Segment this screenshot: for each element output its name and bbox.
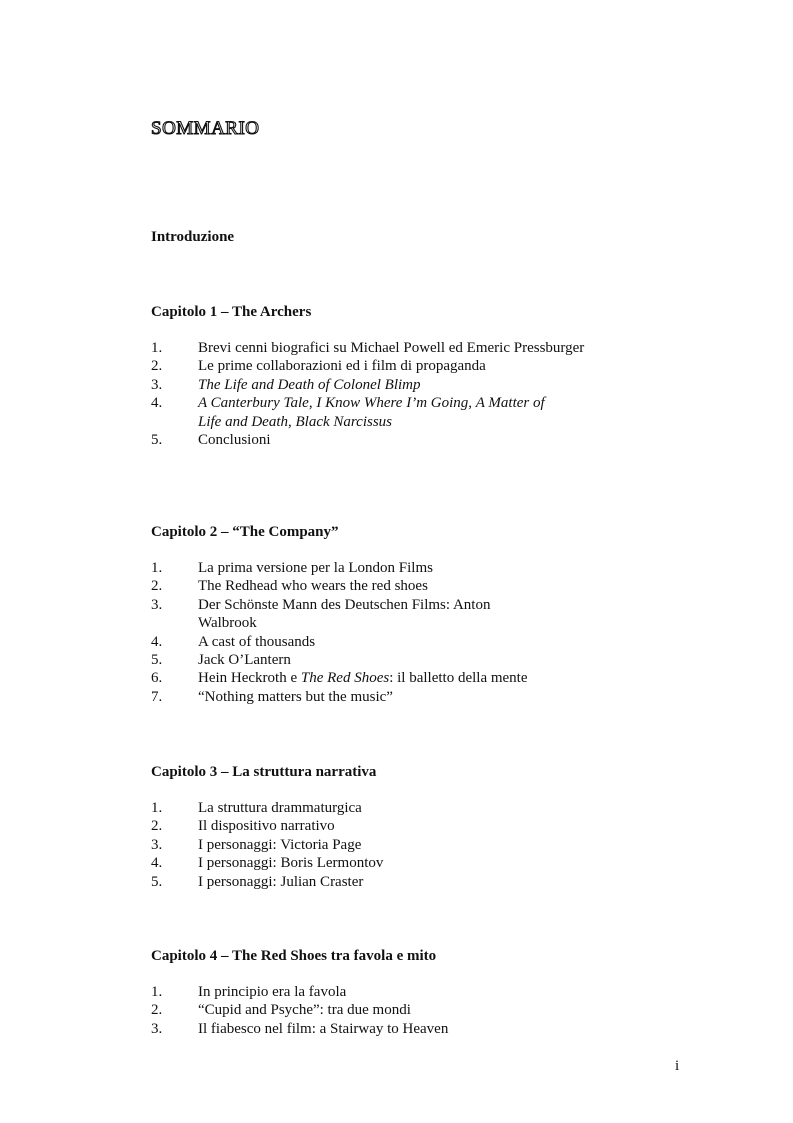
toc-item-text xyxy=(198,357,591,375)
toc-item-text xyxy=(198,669,591,687)
toc-item-number: 4. xyxy=(151,855,163,872)
toc-item-text xyxy=(198,633,591,651)
toc-item xyxy=(151,357,591,375)
chapter-title: Capitolo 3 – La struttura narrativa xyxy=(151,764,377,780)
chapter-list xyxy=(151,983,591,1038)
toc-item-number: 2. xyxy=(151,818,163,835)
toc-item-text xyxy=(198,817,591,835)
toc-item xyxy=(151,651,591,669)
toc-text-part: Hein Heckroth e xyxy=(198,670,301,687)
toc-item-number: 1. xyxy=(151,984,163,1000)
page-number: i xyxy=(675,1058,680,1074)
toc-text-part: La struttura drammaturgica xyxy=(198,800,362,816)
toc-text-part: Il dispositivo narrativo xyxy=(198,818,335,835)
toc-item-text xyxy=(198,983,591,1001)
toc-item xyxy=(151,983,591,1001)
toc-item-text xyxy=(198,873,591,891)
toc-item-text xyxy=(198,394,591,431)
toc-item-number: 4. xyxy=(151,633,163,650)
toc-item-number: 3. xyxy=(151,596,163,613)
toc-item-text xyxy=(198,577,591,595)
toc-item-number: 6. xyxy=(151,670,163,687)
toc-item xyxy=(151,596,591,633)
toc-item-number: 2. xyxy=(151,1002,163,1019)
toc-text-part: Il fiabesco nel film: a Stairway to Heaven xyxy=(198,1020,449,1037)
toc-item-number: 1. xyxy=(151,800,163,816)
chapter-list xyxy=(151,799,591,891)
toc-item-number: 3. xyxy=(151,1020,163,1037)
toc-item-number: 1. xyxy=(151,340,163,356)
italic-title: The Red Shoes xyxy=(300,670,390,687)
toc-item xyxy=(151,577,591,595)
toc-item-text xyxy=(198,376,591,394)
toc-text-part: Le prime collaborazioni ed i film di propaganda xyxy=(198,358,486,375)
chapter-1 xyxy=(151,303,591,449)
toc-text-part: I personaggi: Boris Lermontov xyxy=(198,855,384,872)
toc-item-text xyxy=(198,651,591,669)
toc-text-part: Walbrook xyxy=(198,615,257,632)
italic-title: A Matter of xyxy=(475,395,545,412)
toc-item xyxy=(151,1020,591,1038)
toc-item xyxy=(151,836,591,854)
italic-title: Life and Death xyxy=(198,413,288,430)
toc-text-part: , xyxy=(308,395,317,412)
toc-item-number: 4. xyxy=(151,395,163,412)
toc-item xyxy=(151,817,591,835)
toc-item-number: 2. xyxy=(151,578,163,595)
toc-item-text xyxy=(198,431,591,449)
chapter-title: Capitolo 4 – The Red Shoes tra favola e mito xyxy=(151,948,437,964)
chapter-list xyxy=(151,339,591,449)
toc-item xyxy=(151,873,591,891)
toc-text-part: : il balletto della mente xyxy=(389,670,528,687)
chapter-3 xyxy=(151,763,591,891)
toc-text-part: A cast of thousands xyxy=(198,633,316,650)
toc-item-number: 7. xyxy=(151,688,163,705)
chapter-2 xyxy=(151,523,591,706)
toc-item-text xyxy=(198,854,591,872)
toc-text-part: , xyxy=(468,395,476,412)
toc-item xyxy=(151,688,591,706)
toc-item-text xyxy=(198,836,591,854)
toc-text-part: I personaggi: Julian Craster xyxy=(198,873,364,890)
italic-title: Black Narcissus xyxy=(295,413,393,430)
toc-item-number: 5. xyxy=(151,873,163,890)
toc-item-number: 3. xyxy=(151,836,163,853)
chapter-title: Capitolo 1 – The Archers xyxy=(151,304,312,320)
toc-item xyxy=(151,799,591,817)
toc-item-text xyxy=(198,1001,591,1019)
chapter-4 xyxy=(151,947,591,1038)
toc-item xyxy=(151,394,591,431)
toc-item xyxy=(151,854,591,872)
toc-text-part: Conclusioni xyxy=(198,432,271,449)
toc-text-part: “Cupid and Psyche”: tra due mondi xyxy=(198,1002,411,1019)
toc-item xyxy=(151,376,591,394)
toc-item-number: 1. xyxy=(151,560,163,576)
toc-text-part: La prima versione per la London Films xyxy=(198,560,433,576)
toc-text-part: Brevi cenni biografici su Michael Powell ed Emeric Pressburger xyxy=(198,340,585,356)
toc-item-number: 5. xyxy=(151,432,163,449)
toc-item-number: 2. xyxy=(151,358,163,375)
toc-item xyxy=(151,1001,591,1019)
toc-text-part: In principio era la favola xyxy=(198,984,347,1000)
toc-item-number: 3. xyxy=(151,376,163,393)
toc-item xyxy=(151,431,591,449)
chapter-title: Capitolo 2 – “The Company” xyxy=(151,524,339,540)
toc-item-text xyxy=(198,688,591,706)
introduction-heading: Introduzione xyxy=(151,229,235,245)
toc-text-part: Der Schönste Mann des Deutschen Films: Anton xyxy=(198,596,491,613)
toc-text-part: Jack O’Lantern xyxy=(198,652,291,669)
italic-title: A Canterbury Tale xyxy=(198,395,309,412)
italic-title: I Know Where I’m Going xyxy=(316,395,469,412)
toc-text-part: , xyxy=(288,413,296,430)
chapter-list xyxy=(151,559,591,706)
toc-item xyxy=(151,669,591,687)
toc-item-text xyxy=(198,559,591,577)
toc-text-part: I personaggi: Victoria Page xyxy=(198,836,362,853)
toc-item-text xyxy=(198,596,591,633)
italic-title: The Life and Death of Colonel Blimp xyxy=(198,376,421,393)
toc-text-part: The Redhead who wears the red shoes xyxy=(198,578,428,595)
toc-item-text xyxy=(198,339,591,357)
page-title: sommario xyxy=(151,110,260,141)
toc-item-text xyxy=(198,799,591,817)
toc-item xyxy=(151,559,591,577)
toc-item-text xyxy=(198,1020,591,1038)
toc-text-part: “Nothing matters but the music” xyxy=(198,688,393,705)
toc-item-number: 5. xyxy=(151,652,163,669)
toc-item xyxy=(151,633,591,651)
toc-item xyxy=(151,339,591,357)
